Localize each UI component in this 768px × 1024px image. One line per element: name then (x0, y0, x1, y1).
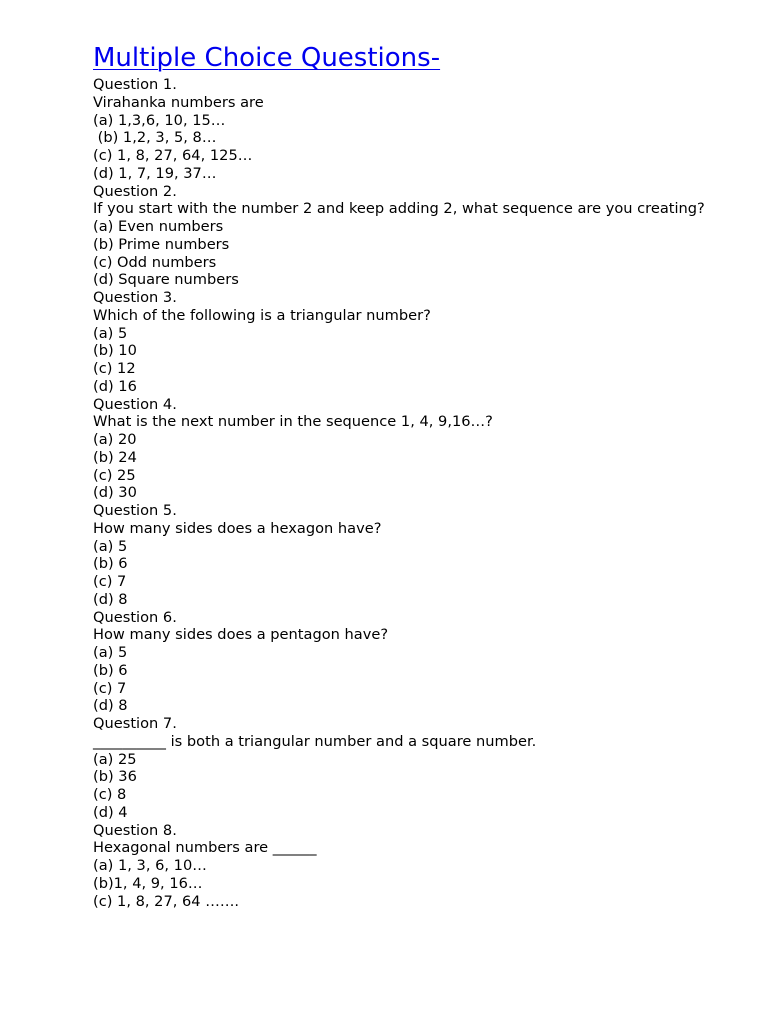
text-line: (d) 8 (93, 590, 128, 608)
text-line: Question 5. (93, 502, 177, 519)
text-line: (d) 1, 7, 19, 37… (93, 164, 217, 182)
text-line: (c) 8 (93, 786, 127, 803)
text-line: (b)1, 4, 9, 16… (93, 874, 203, 892)
text-line: Question 4. (93, 395, 177, 413)
text-line: Virahanka numbers are (93, 93, 264, 111)
text-line: Question 3. (93, 289, 177, 306)
text-line: (c) 12 (93, 360, 136, 377)
text-line: What is the next number in the sequence 1, 4, 9,16…? (93, 413, 493, 431)
text-line: (a) Even numbers (93, 218, 224, 235)
text-line: (a) 1,3,6, 10, 15… (93, 111, 226, 129)
text-line: (a) 5 (93, 324, 128, 342)
text-line: (b) Prime numbers (93, 235, 230, 253)
text-line: (d) 8 (93, 697, 128, 715)
text-line: (c) 7 (93, 573, 127, 590)
text-line: (c) Odd numbers (93, 253, 217, 271)
text-line: (b) 1,2, 3, 5, 8… (93, 129, 217, 147)
text-line: (d) 4 (93, 803, 128, 821)
text-line: (b) 6 (93, 555, 128, 573)
text-line: Question 1. (93, 76, 177, 93)
text-line: (c) 1, 8, 27, 64, 125… (93, 147, 253, 164)
text-line: Question 8. (93, 821, 177, 839)
text-line: (a) 5 (93, 537, 128, 555)
text-line: (a) 5 (93, 644, 128, 661)
text-line: (d) 30 (93, 484, 137, 502)
text-line: Question 7. (93, 715, 177, 732)
text-line: (b) 36 (93, 768, 137, 786)
text-line: Hexagonal numbers are ______ (93, 839, 317, 857)
text-line: (c) 7 (93, 679, 127, 697)
text-line: (c) 1, 8, 27, 64 ……. (93, 892, 240, 910)
text-line: (b) 10 (93, 342, 137, 360)
text-line: (a) 25 (93, 750, 137, 768)
page-title: Multiple Choice Questions- (93, 43, 441, 73)
text-line: (c) 25 (93, 466, 136, 484)
text-line: How many sides does a pentagon have? (93, 626, 389, 644)
text-line: (b) 6 (93, 661, 128, 679)
text-line: __________ is both a triangular number and a square number. (93, 732, 537, 750)
text-line: If you start with the number 2 and keep adding 2, what sequence are you creating? (93, 200, 705, 218)
text-line: (d) 16 (93, 377, 137, 395)
text-line: How many sides does a hexagon have? (93, 519, 382, 537)
text-line: Question 2. (93, 182, 177, 200)
text-line: Question 6. (93, 608, 177, 626)
document-page (93, 40, 733, 910)
text-line: (a) 20 (93, 431, 137, 448)
text-line: (a) 1, 3, 6, 10… (93, 857, 207, 874)
text-line: (d) Square numbers (93, 271, 239, 289)
text-line: Which of the following is a triangular number? (93, 306, 431, 324)
text-line: (b) 24 (93, 448, 137, 466)
question-list (93, 76, 733, 910)
